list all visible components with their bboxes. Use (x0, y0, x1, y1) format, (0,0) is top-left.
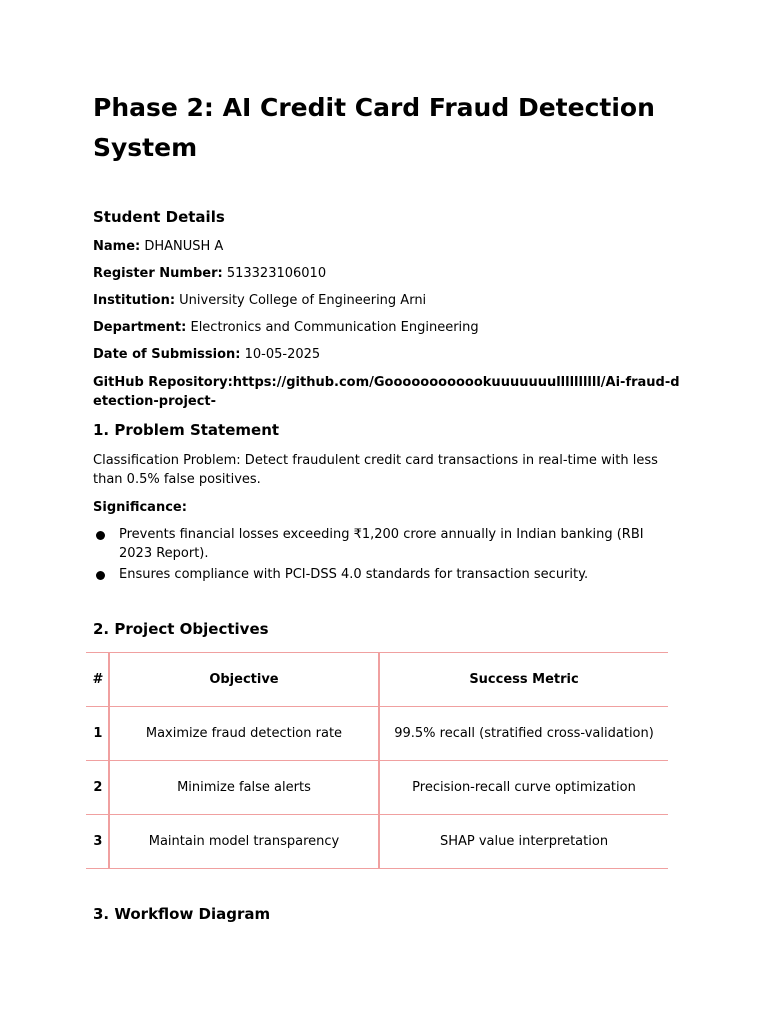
table-cell: Precision-recall curve optimization (412, 780, 636, 795)
student-details-heading: Student Details (93, 208, 225, 226)
significance-label: Significance: (93, 500, 187, 515)
problem-statement-text: Classification Problem: Detect fraudulent credit card transactions in real-time with less than 0.5% false positives. (93, 453, 658, 487)
table-row (86, 761, 668, 815)
project-objectives-heading: 2. Project Objectives (93, 620, 269, 638)
column-header: Success Metric (469, 672, 579, 687)
submission-date-field: Date of Submission: 10-05-2025 (93, 347, 321, 362)
column-header: # (86, 653, 109, 707)
table-header-row (86, 653, 668, 707)
table-cell: 2 (86, 761, 109, 815)
register-number-field: Register Number: 513323106010 (93, 266, 327, 281)
objectives-table (86, 652, 668, 869)
institution-field: Institution: University College of Engineering Arni (93, 293, 427, 308)
table-cell: 1 (86, 707, 109, 761)
name-field: Name: DHANUSH A (93, 239, 224, 254)
table-cell: Minimize false alerts (109, 761, 379, 815)
table-row (86, 707, 668, 761)
workflow-heading: 3. Workflow Diagram (93, 905, 271, 923)
bullet-icon (96, 571, 105, 580)
table-cell: Maintain model transparency (109, 815, 379, 869)
bullet-icon (96, 531, 105, 540)
document-title: Phase 2: AI Credit Card Fraud Detection System (93, 93, 655, 162)
table-cell: SHAP value interpretation (439, 834, 609, 849)
table-cell: Maximize fraud detection rate (109, 707, 379, 761)
table-cell: 99.5% recall (stratified cross-validation) (394, 726, 654, 741)
table-row (86, 815, 668, 869)
problem-statement-heading: 1. Problem Statement (93, 421, 280, 439)
github-link[interactable]: GitHub Repository:https://github.com/Goooooooooookuuuuuuullllllllll/Ai-fraud-detection-project- (93, 375, 680, 409)
department-field: Department: Electronics and Communication Engineering (93, 320, 479, 335)
column-header: Objective (109, 653, 379, 707)
table-cell: 3 (86, 815, 109, 869)
